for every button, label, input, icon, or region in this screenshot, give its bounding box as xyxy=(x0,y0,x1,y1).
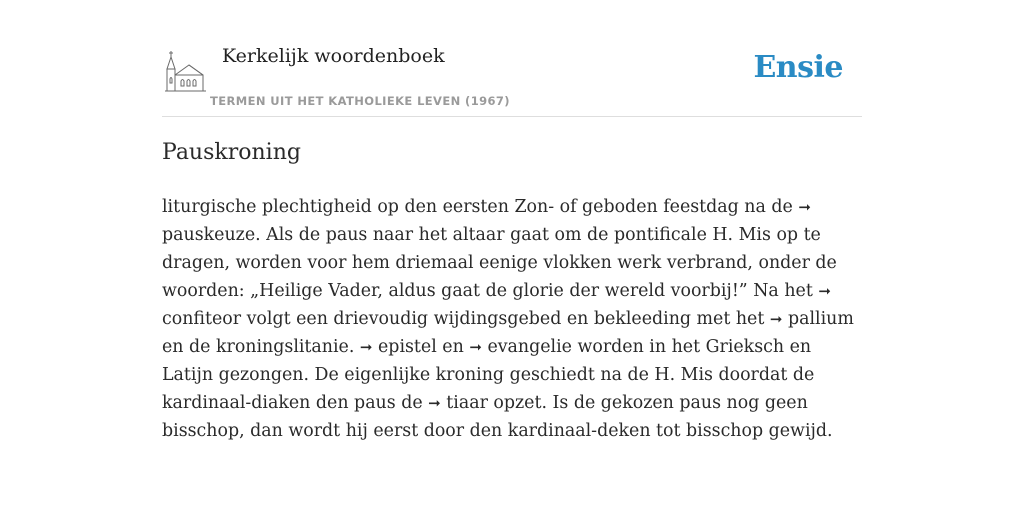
link-text: tiaar opzet. Is de gekozen paus nog geen bisschop, dan wordt hij eerst door den kardinaal-deken tot bisschop gewijd. xyxy=(162,393,833,441)
link-epistel[interactable] xyxy=(360,337,469,357)
arrow-right-icon: ➞ xyxy=(428,394,441,412)
arrow-right-icon: ➞ xyxy=(769,310,783,328)
arrow-right-icon: ➞ xyxy=(469,338,482,356)
link-text: pauskeuze. Als de paus naar het altaar gaat om de pontificale H. Mis op te dragen, worden voor hem driemaal eenige vlokken werk verbrand, onder de woorden: „Heilige Vader, aldus gaat de glorie der wereld voorbij!” Na het xyxy=(162,225,837,301)
ensie-logo-link[interactable]: Ensie xyxy=(753,50,843,85)
arrow-right-icon: ➞ xyxy=(359,338,373,356)
dictionary-header xyxy=(162,0,862,117)
link-text: epistel en xyxy=(378,337,470,357)
body-text: liturgische plechtigheid op den eersten Zon- of geboden feestdag na de xyxy=(162,197,799,217)
arrow-right-icon: ➞ xyxy=(798,198,811,216)
entry-title: Pauskroning xyxy=(162,140,301,165)
dictionary-subtitle: TERMEN UIT HET KATHOLIEKE LEVEN (1967) xyxy=(210,94,510,108)
link-text: evangelie worden in het Grieksch en Latijn gezongen. De eigenlijke kroning geschiedt na de H. Mis doordat de kardinaal-diaken den paus de xyxy=(162,337,815,413)
church-icon xyxy=(165,49,207,95)
page xyxy=(162,0,862,441)
arrow-right-icon: ➞ xyxy=(818,282,831,300)
link-text: confiteor volgt een drievoudig wijdingsgebed en bekleeding met het xyxy=(162,309,770,329)
link-text: pallium en de kroningslitanie. xyxy=(162,309,854,357)
dictionary-title[interactable]: Kerkelijk woordenboek xyxy=(222,45,445,67)
entry-body xyxy=(162,193,862,445)
